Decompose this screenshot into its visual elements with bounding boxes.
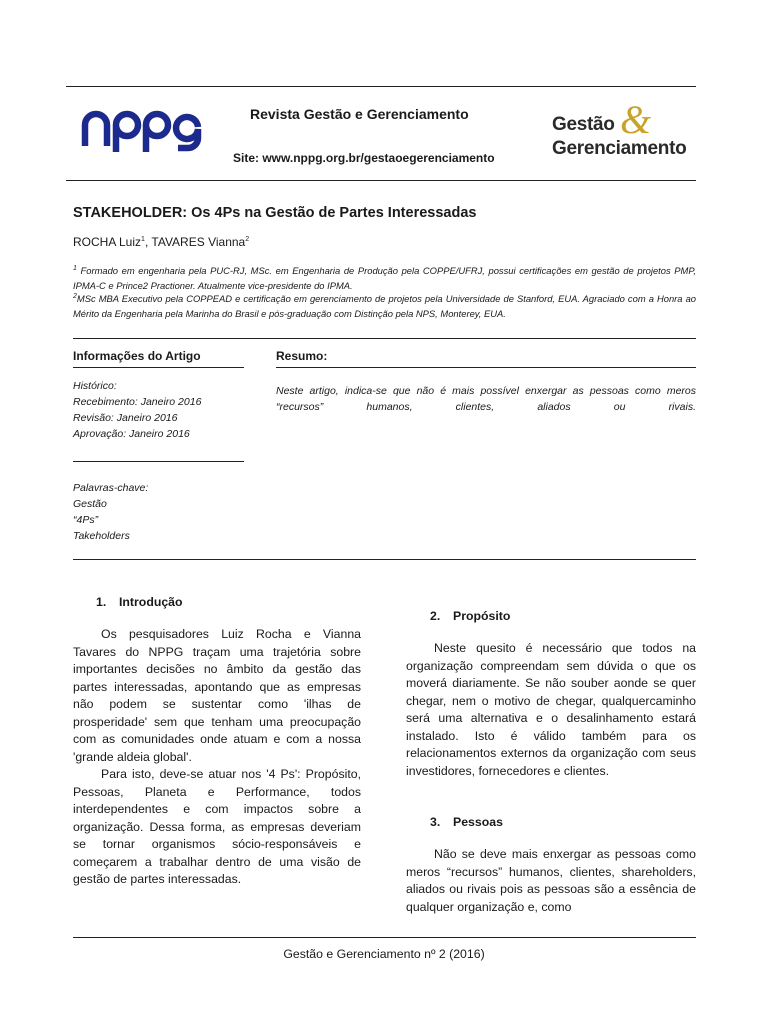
author-2: TAVARES Vianna [151, 235, 246, 249]
authors [73, 235, 249, 249]
keywords-label: Palavras-chave: [73, 482, 149, 494]
keyword-item: Takeholders [73, 530, 130, 542]
footnote-1-sup: 1 [73, 265, 77, 272]
section-3-number: 3. [430, 815, 441, 829]
section-1-number: 1. [96, 595, 107, 609]
article-info-heading: Informações do Artigo [73, 349, 201, 363]
section-2-paragraph-1: Neste quesito é necessário que todos na organização compreendam sem dúvida o que os moverá diariamente. Se não souber aonde se quer chegar, nem o motivo de chegar, qualquercaminho será uma alternativa e o desalinhamento estará instalado. Isto é válido também para os relacionamentos externos da organização com seus investidores, fornecedores e clientes. [406, 641, 696, 778]
logo-word-gestao: Gestão [552, 114, 615, 135]
section-3-body [406, 846, 696, 916]
section-3-heading [430, 815, 503, 829]
abstract-heading: Resumo: [276, 349, 328, 363]
article-title: STAKEHOLDER: Os 4Ps na Gestão de Partes Interessadas [73, 205, 477, 221]
logo-ampersand: & [620, 97, 651, 142]
section-1-paragraph-1: Os pesquisadores Luiz Rocha e Vianna Tavares do NPPG traçam uma trajetória sobre importantes decisões no âmbito da gestão das partes interessadas, apontando que as empresas não podem se sustentar como 'ilhas de prosperidade' sem que tenham uma preocupação com as comunidades onde atuam e com a nossa 'grande aldeia global'. [73, 627, 361, 764]
logo-word-gerenciamento: Gerenciamento [552, 138, 687, 159]
info-top-rule [73, 338, 696, 339]
history-revision: Revisão: Janeiro 2016 [73, 412, 178, 424]
journal-site[interactable]: Site: www.nppg.org.br/gestaoegerenciamento [233, 151, 495, 165]
section-2-body [406, 640, 696, 780]
gestao-gerenciamento-logo [548, 97, 698, 166]
info-history-rule [73, 461, 244, 462]
section-1-heading [96, 595, 183, 609]
keyword-item: “4Ps” [73, 514, 99, 526]
footnote-1 [73, 262, 696, 293]
history-label: Histórico: [73, 380, 117, 392]
footer-text: Gestão e Gerenciamento nº 2 (2016) [283, 947, 485, 961]
footnote-1-text: Formado em engenharia pela PUC-RJ, MSc. em Engenharia de Produção pela COPPE/UFRJ, possui certificações em gestão de projetos PMP, IPMA-C e Prince2 Practioner. Atualmente vice-presidente do IPMA. [73, 265, 696, 291]
section-1-body [73, 626, 361, 889]
author-separator: , [144, 235, 152, 249]
keywords [73, 480, 148, 544]
section-2-number: 2. [430, 609, 441, 623]
history-approved: Aprovação: Janeiro 2016 [73, 428, 190, 440]
section-3-title: Pessoas [453, 815, 503, 829]
journal-title: Revista Gestão e Gerenciamento [250, 106, 469, 122]
history-received: Recebimento: Janeiro 2016 [73, 396, 202, 408]
author-1-sup: 1 [141, 236, 145, 243]
footnote-2-sup: 2 [73, 293, 77, 300]
author-1: ROCHA Luiz [73, 235, 142, 249]
section-3-paragraph-1: Não se deve mais enxergar as pessoas como meros “recursos” humanos, clientes, shareholders, aliados ou rivais pois as pessoas são a essência de qualquer organização e, como [406, 847, 696, 914]
abstract-text: Neste artigo, indica-se que não é mais possível enxergar as pessoas como meros “recursos” humanos, clientes, aliados ou rivais. [276, 385, 696, 413]
section-1-paragraph-2: Para isto, deve-se atuar nos '4 Ps': Propósito, Pessoas, Planeta e Performance, todos interdependentes e com impactos sobre a organização. Dessa forma, as empresas deveriam se tornar organismos sócio-responsáveis e começarem a trabalhar dentro de uma visão de gestão de partes interessadas. [73, 767, 361, 886]
footer-rule [73, 937, 696, 938]
info-left-heading-rule [73, 367, 244, 368]
header-top-rule [66, 86, 696, 87]
info-right-heading-rule [276, 367, 696, 368]
info-bottom-rule [73, 559, 696, 560]
keyword-item: Gestão [73, 498, 107, 510]
header-bottom-rule [66, 180, 696, 181]
section-1-title: Introdução [119, 595, 183, 609]
footnote-2 [73, 290, 696, 321]
footnote-2-text: MSc MBA Executivo pela COPPEAD e certificação em gerenciamento de projetos pela Universidade de Stanford, EUA. Agraciado com a Honra ao Mérito da Engenharia pela Marinha do Brasil e pós-graduação com Distinção pela NPS, Monterey, EUA. [73, 293, 696, 319]
nppg-logo [80, 106, 208, 152]
section-2-heading [430, 609, 510, 623]
section-2-title: Propósito [453, 609, 511, 623]
article-history [73, 378, 201, 442]
author-2-sup: 2 [245, 236, 250, 243]
